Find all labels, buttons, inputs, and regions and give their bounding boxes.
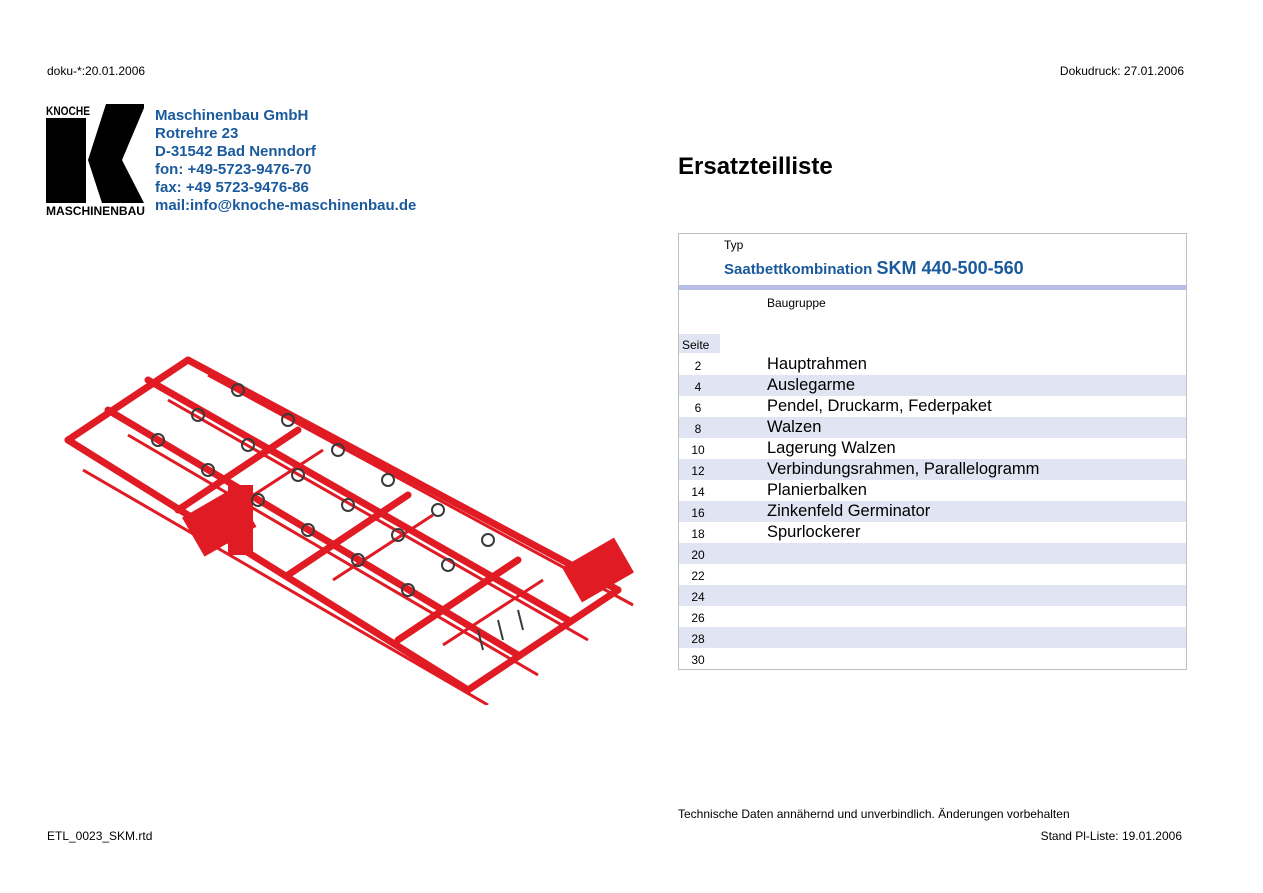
row-page: 18 bbox=[691, 527, 705, 541]
row-name: Walzen bbox=[767, 418, 822, 436]
row-page: 12 bbox=[691, 464, 705, 478]
row-name: Auslegarme bbox=[767, 376, 856, 394]
baugruppe-label: Baugruppe bbox=[767, 296, 826, 310]
company-fax: fax: +49 5723-9476-86 bbox=[155, 179, 309, 196]
row-page: 8 bbox=[694, 422, 702, 436]
company-mail[interactable]: mail:info@knoche-maschinenbau.de bbox=[155, 197, 417, 214]
row-page: 10 bbox=[691, 443, 705, 457]
row-page: 28 bbox=[691, 632, 705, 646]
company-name: Maschinenbau GmbH bbox=[155, 107, 309, 124]
table-row[interactable] bbox=[679, 480, 1186, 501]
typ-prefix: Saatbettkombination bbox=[724, 261, 873, 278]
row-name: Hauptrahmen bbox=[767, 355, 867, 373]
table-row[interactable] bbox=[679, 354, 1186, 375]
stand-date: Stand Pl-Liste: 19.01.2006 bbox=[1040, 829, 1182, 843]
parts-list-box bbox=[678, 233, 1187, 670]
parts-table bbox=[679, 354, 1186, 669]
logo-bottom-text: MASCHINENBAU bbox=[46, 204, 145, 216]
page-title: Ersatzteilliste bbox=[678, 153, 833, 180]
document-date: doku-*:20.01.2006 bbox=[47, 64, 146, 78]
table-row[interactable] bbox=[679, 501, 1186, 522]
row-name: Zinkenfeld Germinator bbox=[767, 502, 931, 520]
table-row[interactable] bbox=[679, 648, 1186, 669]
company-address bbox=[155, 107, 416, 215]
row-name: Pendel, Druckarm, Federpaket bbox=[767, 397, 992, 415]
knoche-logo bbox=[46, 104, 146, 216]
machine-illustration bbox=[48, 320, 640, 705]
table-row[interactable] bbox=[679, 438, 1186, 459]
table-row[interactable] bbox=[679, 606, 1186, 627]
company-city: D-31542 Bad Nenndorf bbox=[155, 143, 316, 160]
seite-label: Seite bbox=[679, 334, 720, 353]
table-row[interactable] bbox=[679, 627, 1186, 648]
table-row[interactable] bbox=[679, 375, 1186, 396]
row-page: 6 bbox=[694, 401, 702, 415]
row-page: 22 bbox=[691, 569, 705, 583]
table-row[interactable] bbox=[679, 585, 1186, 606]
row-page: 14 bbox=[691, 485, 705, 499]
row-name: Spurlockerer bbox=[767, 523, 861, 541]
row-page: 24 bbox=[691, 590, 705, 604]
company-street: Rotrehre 23 bbox=[155, 125, 239, 142]
row-page: 16 bbox=[691, 506, 705, 520]
row-page: 4 bbox=[694, 380, 702, 394]
print-date: Dokudruck: 27.01.2006 bbox=[1059, 64, 1184, 78]
row-page: 26 bbox=[691, 611, 705, 625]
table-row[interactable] bbox=[679, 543, 1186, 564]
row-page: 2 bbox=[694, 359, 702, 373]
row-page: 20 bbox=[691, 548, 705, 562]
typ-label: Typ bbox=[724, 238, 744, 252]
disclaimer-note: Technische Daten annähernd und unverbindlich. Änderungen vorbehalten bbox=[678, 807, 1070, 821]
row-page: 30 bbox=[691, 653, 705, 667]
separator-bar bbox=[679, 285, 1186, 290]
table-row[interactable] bbox=[679, 564, 1186, 585]
table-row[interactable] bbox=[679, 459, 1186, 480]
row-name: Verbindungsrahmen, Parallelogramm bbox=[767, 460, 1040, 478]
table-row[interactable] bbox=[679, 522, 1186, 543]
table-row[interactable] bbox=[679, 417, 1186, 438]
table-row[interactable] bbox=[679, 396, 1186, 417]
file-name: ETL_0023_SKM.rtd bbox=[47, 829, 153, 843]
company-phone: fon: +49-5723-9476-70 bbox=[155, 161, 312, 178]
row-name: Lagerung Walzen bbox=[767, 439, 896, 457]
logo-top-text: KNOCHE bbox=[46, 104, 90, 118]
typ-value bbox=[724, 258, 1024, 279]
typ-model: SKM 440-500-560 bbox=[876, 258, 1024, 278]
row-name: Planierbalken bbox=[767, 481, 867, 499]
